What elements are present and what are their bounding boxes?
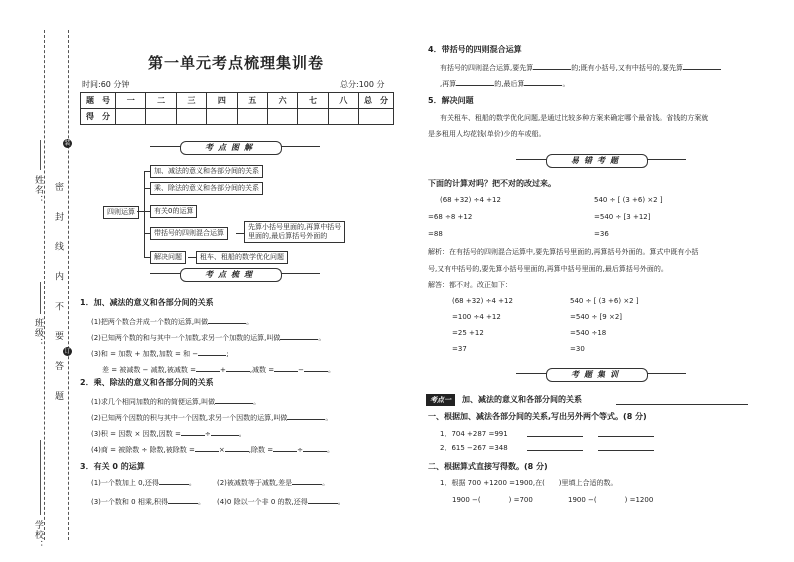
binding-line-outer [44, 30, 45, 540]
page-title: 第一单元考点梳理集训卷 [148, 54, 325, 72]
answer-blank[interactable] [683, 69, 721, 70]
diagram-note-connector [188, 257, 196, 258]
s2-item-4: (4)商 = 被除数 ÷ 除数,被除数 = × ,除数 = ÷ 。 [91, 446, 334, 454]
school-field-line[interactable] [40, 440, 41, 515]
answer-blank[interactable] [287, 419, 325, 420]
score-table-header: 八 [328, 93, 358, 109]
binding-hole-top: 装 [64, 140, 71, 147]
s4-line-1 [440, 64, 721, 73]
note-line: 里面的,最后算括号外面的 [248, 232, 328, 240]
seal-text: 密 封 线 内 不 要 答 题 [53, 182, 63, 410]
item-text: (4)商 = 被除数 ÷ 除数,被除数 = [91, 446, 195, 454]
score-cell[interactable] [146, 109, 176, 125]
answer-blank[interactable] [198, 355, 226, 356]
diagram-branch-mul-div: 乘、除法的意义和各部分间的关系 [150, 182, 263, 195]
answer-a-line: =37 [452, 345, 467, 353]
score-table-header: 七 [298, 93, 328, 109]
item-text: (4)0 除以一个非 0 的数,还得 [217, 498, 308, 506]
problem-2-instruction: 1．根据 700 +1200 =1900,在( )里填上合适的数。 [440, 479, 618, 487]
section-banner-diagram [150, 141, 320, 153]
score-cell[interactable] [237, 109, 267, 125]
s2-item-3: (3)积 = 因数 × 因数,因数 = ÷ 。 [91, 430, 246, 438]
note-line: 先算小括号里面的,再算中括号 [248, 223, 342, 231]
item-text: ,除数 = [248, 446, 274, 454]
score-cell[interactable] [359, 109, 394, 125]
item-text: (2)已知两个数的和与其中一个加数,求另一个加数的运算,叫做 [91, 334, 281, 342]
s4-line-2: ,再算 的,最后算 。 [440, 80, 570, 88]
score-table [80, 92, 394, 125]
answer-line[interactable] [598, 436, 654, 437]
s1-item-4: 差 = 被减数 − 减数,被减数 = + ,减数 = − 。 [102, 366, 336, 374]
score-cell[interactable] [328, 109, 358, 125]
s3-item-2: (2)被减数等于减数,差是 。 [217, 479, 330, 487]
item-text: (1)把两个数合并成一个数的运算,叫做 [91, 318, 209, 326]
problem-1-a: 1．704 +287 =991 [440, 430, 508, 438]
binding-hole-bottom: 订 [64, 348, 71, 355]
score-table-header: 总 分 [359, 93, 394, 109]
score-table-header: 题 号 [81, 93, 116, 109]
diagram-branch-add-sub: 加、减法的意义和各部分间的关系 [150, 165, 263, 178]
s5-text-1: 有关租车、租船的数学优化问题,是通过比较多种方案来确定哪个最省钱。省钱的方案就 [440, 114, 709, 122]
section-4-title: 4．带括号的四则混合运算 [428, 45, 522, 54]
s3-item-3: (3)一个数和 0 相乘,积得 。 [91, 498, 206, 506]
answer-title: 解答：都不对。改正如下： [428, 281, 512, 289]
answer-blank[interactable] [195, 451, 219, 452]
diagram-connector [137, 211, 144, 212]
score-table-header: 四 [207, 93, 237, 109]
score-table-header: 一 [116, 93, 146, 109]
answer-blank[interactable] [303, 451, 327, 452]
item-text: − [298, 366, 305, 374]
score-cell[interactable] [176, 109, 206, 125]
diagram-branch-brackets: 带括号的四则混合运算 [150, 227, 228, 240]
diagram-note-connector [236, 233, 244, 234]
total-score-info: 总分:100 分 [340, 80, 385, 89]
section-banner-errors [516, 154, 686, 166]
s3-item-1: (1)一个数加上 0,还得 。 [91, 479, 196, 487]
answer-blank[interactable] [273, 451, 297, 452]
section-banner-review [150, 268, 320, 280]
item-text: (3)一个数和 0 相乘,积得 [91, 498, 169, 506]
answer-blank[interactable] [208, 323, 246, 324]
answer-blank[interactable] [196, 371, 220, 372]
item-text: (3)和 = 加数 + 加数,加数 = 和 − [91, 350, 199, 358]
item-text: ÷ [297, 446, 303, 454]
answer-line[interactable] [527, 450, 583, 451]
item-text: 有括号的四则混合运算,要先算 [440, 64, 534, 72]
banner-label: 易错考题 [546, 154, 648, 168]
banner-label: 考题集训 [546, 368, 648, 382]
s1-item-1: (1)把两个数合并成一个数的运算,叫做 。 [91, 318, 254, 326]
answer-blank[interactable] [292, 484, 322, 485]
diagram-note-brackets [244, 221, 345, 243]
score-table-header: 三 [176, 93, 206, 109]
item-text: (1)一个数加上 0,还得 [91, 479, 159, 487]
answer-line[interactable] [598, 450, 654, 451]
answer-blank[interactable] [159, 484, 189, 485]
item-text: (2)已知两个因数的积与其中一个因数,求另一个因数的运算,叫做 [91, 414, 288, 422]
s5-text-2: 是多租用人均花钱(单价)少的车或船。 [428, 130, 546, 138]
answer-blank[interactable] [308, 503, 338, 504]
section-5-title: 5．解决问题 [428, 96, 474, 105]
banner-label: 考点图解 [180, 141, 282, 155]
score-cell[interactable] [298, 109, 328, 125]
answer-b-line: =30 [570, 345, 585, 353]
answer-b-line: =540 ÷18 [570, 329, 607, 337]
score-table-row-label: 得 分 [81, 109, 116, 125]
diagram-branch-zero: 有关0的运算 [150, 205, 197, 218]
problem-2-blank-b[interactable]: 1900 −( ) =1200 [568, 496, 654, 504]
item-text: ,再算 [440, 80, 457, 88]
item-text: × [218, 446, 225, 454]
answer-a-line: =100 ÷4 +12 [452, 313, 501, 321]
answer-line[interactable] [527, 436, 583, 437]
topic-header [426, 394, 748, 406]
s1-item-3: (3)和 = 加数 + 加数,加数 = 和 − ; [91, 350, 229, 358]
explanation-line-1: 解析：在有括号的四则混合运算中,要先算括号里面的,再算括号外面的。算式中既有小括 [428, 248, 699, 256]
section-1-title: 1．加、减法的意义和各部分间的关系 [80, 298, 214, 307]
problem-1-b: 2．615 −267 =348 [440, 444, 508, 452]
name-field-line[interactable] [40, 140, 41, 170]
school-label: 学校： [33, 520, 43, 550]
score-cell[interactable] [116, 109, 146, 125]
topic-title: 加、减法的意义和各部分间的关系 [462, 395, 582, 404]
answer-a-line: (68 +32) ÷4 +12 [452, 297, 513, 305]
answer-a-line: =25 +12 [452, 329, 484, 337]
score-table-header: 二 [146, 93, 176, 109]
error-question-title: 下面的计算对吗？把不对的改过来。 [428, 179, 556, 188]
calc-a-line-2: =68 ÷8 +12 [428, 213, 473, 221]
item-text: (1)求几个相同加数的和的简便运算,叫做 [91, 398, 216, 406]
name-label: 姓名： [33, 175, 43, 205]
calc-b-line-3: =36 [594, 230, 609, 238]
answer-blank[interactable] [168, 503, 198, 504]
topic-underline [616, 404, 748, 405]
item-text: 的;既有小括号,又有中括号的,要先算 [571, 64, 684, 72]
answer-blank[interactable] [524, 85, 562, 86]
answer-blank[interactable] [274, 371, 298, 372]
problem-1-title: 一、根据加、减法各部分间的关系,写出另外两个等式。(8 分) [428, 412, 647, 421]
diagram-branch-problem: 解决问题 [150, 251, 186, 264]
class-label: 班级： [33, 318, 43, 348]
problem-2-title: 二、根据算式直接写得数。(8 分) [428, 462, 548, 471]
section-3-title: 3．有关 0 的运算 [80, 462, 145, 471]
answer-b-line: 540 ÷ [ (3 +6) ×2 ] [570, 297, 639, 305]
answer-blank[interactable] [456, 85, 494, 86]
calc-a-line-1: (68 +32) ÷4 +12 [440, 196, 501, 204]
item-text: 的,最后算 [494, 80, 525, 88]
calc-b-line-1: 540 ÷ [ (3 +6) ×2 ] [594, 196, 663, 204]
explanation-line-2: 号,又有中括号的,要先算小括号里面的,再算中括号里面的,最后算括号外面的。 [428, 265, 668, 273]
s1-item-2: (2)已知两个数的和与其中一个加数,求另一个加数的运算,叫做 。 [91, 334, 326, 342]
answer-b-line: =540 ÷ [9 ×2] [570, 313, 623, 321]
calc-a-line-3: =88 [428, 230, 443, 238]
item-text: + [219, 366, 226, 374]
answer-blank[interactable] [211, 435, 239, 436]
item-text: 差 = 被减数 − 减数,被减数 = [102, 366, 196, 374]
time-info: 时间:60 分钟 [82, 80, 130, 89]
banner-label: 考点梳理 [180, 268, 282, 282]
item-text: (3)积 = 因数 × 因数,因数 = [91, 430, 181, 438]
answer-blank[interactable] [225, 451, 249, 452]
section-2-title: 2．乘、除法的意义和各部分间的关系 [80, 378, 214, 387]
diagram-note-rental: 租车、租船的数学优化问题 [196, 251, 288, 264]
topic-tag: 考点一 [426, 394, 455, 406]
binding-line-inner [68, 30, 69, 540]
s2-item-1: (1)求几个相同加数的和的简便运算,叫做 。 [91, 398, 261, 406]
problem-2-blank-a[interactable]: 1900 −( ) =700 [452, 496, 533, 504]
class-field-line[interactable] [40, 282, 41, 314]
item-text: ,减数 = [249, 366, 275, 374]
score-cell[interactable] [267, 109, 297, 125]
answer-blank[interactable] [533, 69, 571, 70]
section-banner-practice [516, 368, 686, 380]
answer-blank[interactable] [280, 339, 318, 340]
s2-item-2: (2)已知两个因数的积与其中一个因数,求另一个因数的运算,叫做 。 [91, 414, 333, 422]
calc-b-line-2: =540 ÷ [3 +12] [594, 213, 651, 221]
answer-blank[interactable] [226, 371, 250, 372]
s3-item-4: (4)0 除以一个非 0 的数,还得 。 [217, 498, 345, 506]
item-text: (2)被减数等于减数,差是 [217, 479, 293, 487]
score-cell[interactable] [207, 109, 237, 125]
diagram-root: 四则运算 [103, 206, 139, 219]
answer-blank[interactable] [181, 435, 205, 436]
score-table-header: 五 [237, 93, 267, 109]
diagram-trunk [144, 171, 145, 257]
item-text: ÷ [204, 430, 211, 438]
answer-blank[interactable] [215, 403, 253, 404]
score-table-header: 六 [267, 93, 297, 109]
answer-blank[interactable] [304, 371, 328, 372]
